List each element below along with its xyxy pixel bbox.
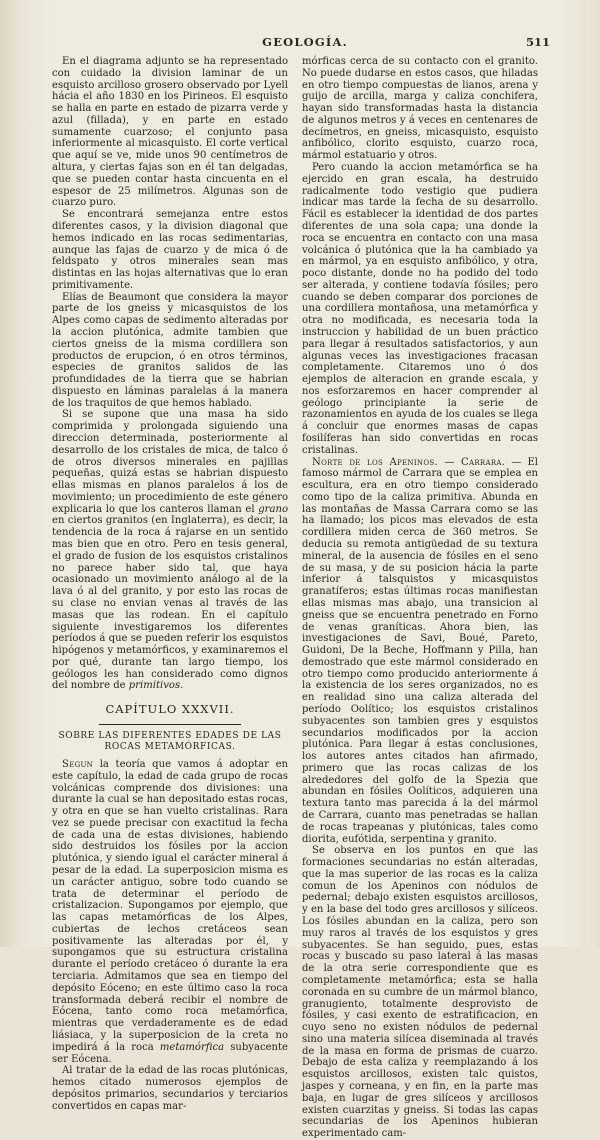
italic-term: primitivos — [128, 680, 181, 692]
running-header — [60, 35, 550, 55]
text-run: subyacente ser Eócena. — [52, 1041, 288, 1065]
paragraph: Pero cuando la accion metamórfica se ha ejercido en gran escala, ha destruido radicalmente todo vestigio que pudiera indicar mas tarde la fecha de su desarrollo. Fácil es establecer la identidad de dos partes diferentes de una sola capa; una donde la roca se encuentra en contacto con una masa volcánica ó plutónica que la ha cambiado ya en mármol, ya en esquisto anfibólico, y otra, poco distante, donde no ha podido del todo ser alterada, y contiene todavía fósiles; pero cuando se deben comparar dos porciones de una cordillera montañosa, una metamórfica y otra no modificada, es necesaria toda la instruccion y habilidad de un buen práctico para llegar á resultados satisfactorios, y aun algunas veces las investigaciones fracasan completamente. Citaremos uno ó dos ejemplos de alteracion en grande escala, y nos esforzaremos en hacer comprender al geólogo principiante la serie de razonamientos en ayuda de los cuales se llega á concluir que enormes masas de capas fosilíferas han sido convertidas en rocas cristalinas. — [302, 162, 538, 456]
lead-word: Segun — [62, 758, 94, 770]
divider — [99, 724, 241, 725]
running-title: GEOLOGÍA. — [262, 35, 348, 49]
text-run: la teoría que vamos á adoptar en este capítulo, la edad de cada grupo de rocas volcánicas comprende dos divisiones: una durante la cual se han depositado estas rocas, y otra en que se han vuelto cristalinas. Rara vez se puede precisar con exactitud la fecha de cada una de estas divisiones, habiendo sido destruidos los fósiles por la accion plutónica, y siendo igual el carácter mineral á pesar de la edad. La superposicion misma es un carácter antiguo, sobre todo cuando se trata de determinar el período de cristalizacion. Supongamos por ejemplo, que las capas metamórficas de los Alpes, cubiertas de lechos cretáceos sean positivamente las alteradas por él, y supongamos que su estructura cristalina durante el período cretáceo ó durante la era terciaria. Admitamos que sea en tiempo del depósito Eóceno; en este último caso la roca transformada deberá recibir el nombre de Eócena, tanto como roca metamórfica, mientras que verdaderamente es de edad liásiaca, y la superposicion de la creta no impedirá á la roca — [52, 758, 288, 1053]
paragraph: mórficas cerca de su contacto con el granito. No puede dudarse en estos casos, que hiladas en otro tiempo compuestas de lianos, arena y guijo de arcilla, marga y caliza conchifera, hayan sido transformadas hasta la distancia de algunos metros y á veces en centenares de decímetros, en gneiss, micasquisto, esquisto anfibólico, clorito esquisto, cuarzo roca, mármol estatuario y otros. — [302, 56, 538, 162]
italic-term: metamórfica — [159, 1041, 225, 1053]
paragraph: En el diagrama adjunto se ha representado con cuidado la division laminar de un esquisto arcilloso grosero observado por Lyell hácia el año 1830 en los Pirineos. El esquisto se halla en parte en estado de pizarra verde y azul (fillada), y en parte en estado sumamente cuarzoso; el conjunto pasa inferiormente al micasquisto. El corte vertical que aquí se ve, mide unos 90 centímetros de altura, y ciertas fajas son en él tan delgadas, que se pueden contar hasta cincuenta en el espesor de 25 milímetros. Algunas son de cuarzo puro. — [52, 56, 288, 209]
text-run: en ciertos granitos (en Inglaterra), es decir, la tendencia de la roca á rajarse en un sentido mas bien que en otro. Pero en tesis general, el grado de fusion de los esquistos cristalinos no parece haber sido tal, que haya ocasionado un movimiento análogo al de la lava ó al del granito, y por esto las rocas de su clase no envian venas al través de las masas que las rodean. En el capítulo siguiente investigaremos los diferentes períodos á que se pueden referir los esquistos hipógenos y metamórficos, y examinaremos el por qué, durante tan largo tiempo, los geólogos les han considerado como dignos del nombre de — [52, 515, 288, 692]
page-number: 511 — [525, 35, 550, 49]
chapter-heading: CAPÍTULO XXXVII. — [105, 702, 235, 717]
paragraph — [52, 759, 288, 1065]
paragraph: Se observa en los puntos en que las formaciones secundarias no están alteradas, que la mas superior de las rocas es la caliza comun de los Apeninos con nódulos de pedernal; debajo existen esquistos arcillosos, y en la base del todo gres arcillosos y silíceos. Los fósiles abundan en la caliza, pero son muy raros al través de los esquistos y gres subyacentes. Se han seguido, pues, estas rocas y buscado su paso lateral á las masas de la otra serie correspondiente que es completamente metamórfica; esta se halla coronada en su cumbre de un mármol blanco, granugiento, totalmente desprovisto de fósiles, y casi exento de estratificacion, en cuyo seno no existen nódulos de pedernal sino una materia silícea diseminada al través de la masa en forma de prismas de cuarzo. Debajo de esta caliza y reemplazando á los esquistos arcillosos, existen talc quistos, jaspes y corneana, y en fin, en la parte mas baja, en lugar de gres silíceos y arcillosos existen cuarzitas y gneiss. Si todas las capas secundarias de los Apeninos hubieran experimentado cam- — [302, 845, 538, 1140]
paragraph: Al tratar de la edad de las rocas plutónicas, hemos citado numerosos ejemplos de depósitos primarios, secundarios y terciarios convertidos en capas mar- — [52, 1065, 288, 1112]
text-run: . — [180, 680, 184, 692]
paragraph: Elías de Beaumont que considera la mayor parte de los gneiss y micasquistos de los Alpes como capas de sedimento alteradas por la accion plutónica, admite tambien que ciertos gneiss de la misma cordillera son productos de erupcion, ó en otros términos, especies de granitos salidos de las profundidades de la tierra que se habrian dispuesto en láminas paralelas á la manera de los traquitos de que hemos hablado. — [52, 291, 288, 409]
left-column — [52, 56, 288, 1112]
right-column — [302, 56, 538, 1140]
paragraph — [302, 457, 538, 846]
text-run: — El famoso mármol de Carrara que se emplea en escultura, era en otro tiempo considerado como tipo de la caliza primitiva. Abunda en las montañas de Massa Carrara como se las ha llamado; los picos mas elevados de esta cordillera miden cerca de 360 metros. Se deducia su remota antigüedad de su textura mineral, de la ausencia de fósiles en el seno de su masa, y de su posicion hácia la parte inferior á talsquistos y micasquistos granatíferos; estas últimas rocas manifiestan ellas mismas mas abajo, una transicion al gneiss que se encuentra penetrado en Forno de venas graníticas. Ahora bien, las investigaciones de Savi, Boué, Pareto, Guidoni, De la Beche, Hoffmann y Pilla, han demostrado que este mármol considerado en otro tiempo como producido anteriormente á la existencia de los seres organizados, no es en realidad sino una caliza alterada del período Oolítico; los esquistos cristalinos subyacentes son tambien gres y esquistos secundarios modificados por la accion plutónica. Para llegar á estas conclusiones, los autores antes citados han afirmado, primero que las rocas calizas de los alrededores del golfo de la Spezia que abundan en fósiles Oolíticos, adquieren una textura tanto mas parecida á la del mármol de Carrara, cuanto mas penetradas se hallan de rocas trapeanas y plutónicas, tales como diorita, eufótida, serpentina y granito. — [302, 456, 539, 845]
paragraph: Se encontrará semejanza entre estos diferentes casos, y la division diagonal que hemos indicado en las rocas sedimentarias, aunque las fajas de cuarzo y de mica ó de feldspato y otros minerales sean mas distintas en las hojas alternativas que lo eran primitivamente. — [52, 209, 288, 291]
italic-term: grano — [258, 503, 288, 515]
text-run: Si se supone que una masa ha sido comprimida y prolongada siguiendo una direccion determinada, posteriormente al desarrollo de los cristales de mica, de talco ó de otros diversos minerales en pajillas pequeñas, quizá estas se habrian dispuesto ellas mismas en planos paralelos á los de movimiento; un procedimiento de este género explicaria lo que los canteros llaman el — [52, 409, 288, 515]
section-lead: Norte de los Apeninos. — Carrara. — [312, 456, 506, 468]
chapter-subtitle: SOBRE LAS DIFERENTES EDADES DE LAS ROCAS METAMÓRFICAS. — [58, 730, 282, 752]
paragraph — [52, 409, 288, 692]
